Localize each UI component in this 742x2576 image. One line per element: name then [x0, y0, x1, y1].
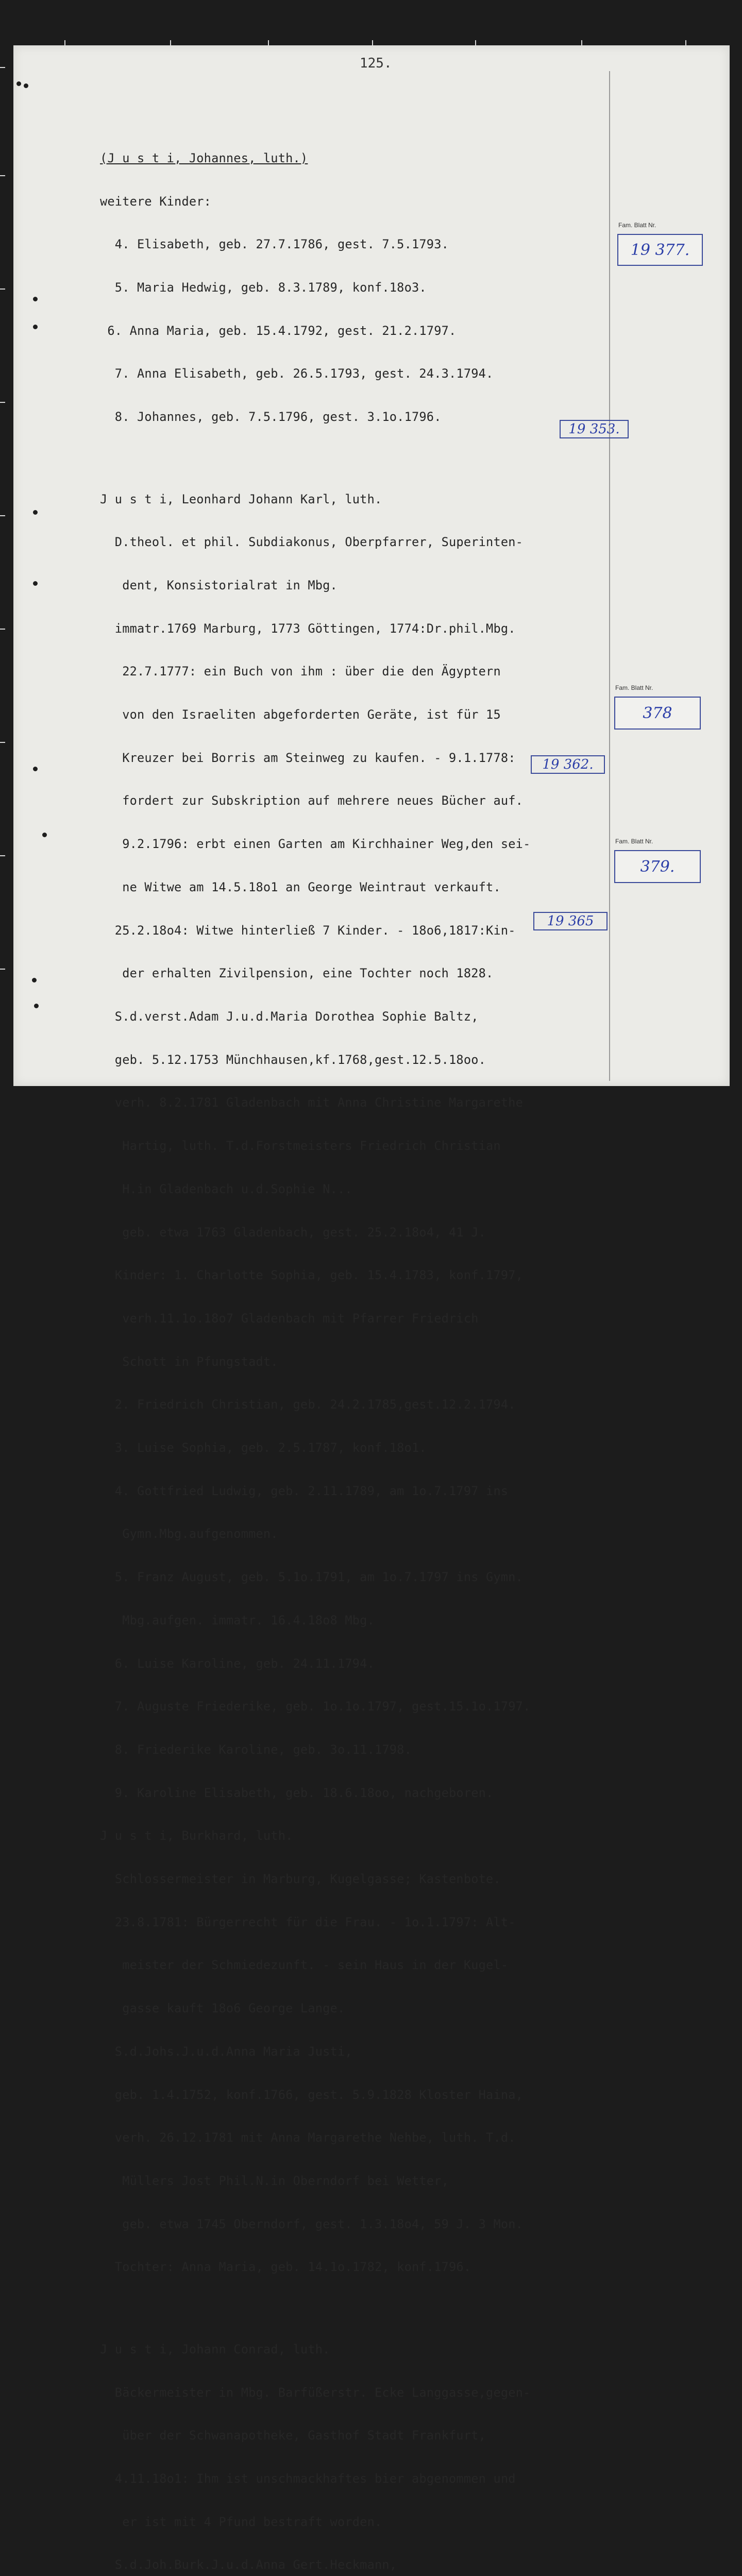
- text-line: 4.11.18o1: Ihm ist unschmackhaftes bier abgenommen und: [100, 2471, 516, 2486]
- text-line: weitere Kinder:: [100, 194, 212, 209]
- reference-number: 19 353.: [560, 420, 629, 438]
- text-line: 2. Friedrich Christian, geb. 24.2.1785,gest.12.2.1794.: [100, 1397, 516, 1412]
- page-number: 125.: [360, 56, 392, 71]
- punch-hole: [33, 581, 38, 586]
- fam-blatt-label: Fam. Blatt Nr.: [615, 684, 653, 691]
- punch-hole: [42, 833, 47, 837]
- punch-hole: [32, 978, 37, 982]
- fam-blatt-label: Fam. Blatt Nr.: [615, 838, 653, 845]
- text-line: 25.2.18o4: Witwe hinterließ 7 Kinder. - 18o6,1817:Kin-: [100, 923, 516, 938]
- text-line: über der Schwanapotheke, Gasthof Stadt Frankfurt,: [100, 2428, 486, 2443]
- text-line: Kreuzer bei Borris am Steinweg zu kaufen. - 9.1.1778:: [100, 750, 516, 765]
- text-line: geb. 1.4.1752, konf.1766, gest. 5.9.1828 Kloster Haina,: [100, 2087, 524, 2102]
- text-line: H.in Gladenbach u.d.Sophie N...: [100, 1181, 352, 1196]
- entry-heading: J u s t i, Burkhard, luth.: [100, 1828, 293, 1843]
- text-line: 7. Anna Elisabeth, geb. 26.5.1793, gest. 24.3.1794.: [100, 366, 494, 381]
- punch-hole: [33, 297, 38, 301]
- fam-blatt-number: 378: [614, 697, 701, 730]
- entry-heading: J u s t i, Leonhard Johann Karl, luth.: [100, 492, 382, 506]
- fam-blatt-label: Fam. Blatt Nr.: [618, 222, 656, 229]
- fam-blatt-number: 19 377.: [617, 234, 703, 266]
- text-line: 8. Friederike Karoline, geb. 3o.11.1798.: [100, 1742, 412, 1757]
- text-line: 5. Franz August, geb. 5.1o.1791, am 1o.7.1797 ins Gymn.: [100, 1570, 524, 1585]
- text-line: gasse kauft 18o6 George Lange.: [100, 2001, 345, 2016]
- text-line: Schott in Pfungstadt.: [100, 1354, 278, 1369]
- text-line: Schlossermeister in Marburg, Kugelgasse; Kastenbote.: [100, 1872, 501, 1887]
- text-line: geb. 5.12.1753 Münchhausen,kf.1768,gest.12.5.18oo.: [100, 1052, 486, 1067]
- text-line: 6. Luise Karoline, geb. 24.11.1794.: [100, 1656, 375, 1671]
- text-line: 5. Maria Hedwig, geb. 8.3.1789, konf.18o3.: [100, 280, 427, 295]
- text-line: Gymn.Mbg.aufgenommen.: [100, 1527, 278, 1541]
- text-line: verh. 8.2.1781 Gladenbach mit Anna Christine Margarethe: [100, 1095, 524, 1110]
- text-line: 9. Karoline Elisabeth, geb. 18.6.18oo, nachgeboren.: [100, 1785, 494, 1800]
- text-line: verh. 26.12.1781 mit Anna Margarethe Nehbe, luth. T.d.: [100, 2130, 516, 2145]
- reference-number: 19 362.: [531, 755, 605, 774]
- text-line: geb. etwa 1763 Gladenbach, gest. 25.2.18o4, 41 J.: [100, 1225, 486, 1240]
- text-line: 4. Gottfried Ludwig, geb. 2.11.1789, am 1o.7.1797 ins: [100, 1483, 509, 1498]
- text-line: 8. Johannes, geb. 7.5.1796, gest. 3.1o.1796.: [100, 410, 442, 425]
- text-line: fordert zur Subskription auf mehrere neues Bücher auf.: [100, 793, 524, 808]
- text-line: Hartig, luth. T.d.Forstmeisters Friedrich Christian: [100, 1139, 501, 1154]
- fam-blatt-number: 379.: [614, 850, 701, 883]
- text-line: ne Witwe am 14.5.18o1 an George Weintraut verkauft.: [100, 879, 501, 894]
- text-line: Tochter: Anna Maria, geb. 14.1o.1782, konf.1796.: [100, 2260, 471, 2275]
- text-line: 3. Luise Sophia, geb. 2.5.1787, konf.18o1.: [100, 1440, 427, 1455]
- punch-hole: [33, 325, 38, 329]
- text-line: (J u s t i, Johannes, luth.): [100, 150, 308, 165]
- punch-hole: [16, 81, 21, 86]
- genealogy-text: [100, 123, 636, 2576]
- document-page: [13, 45, 730, 2572]
- text-line: 6. Anna Maria, geb. 15.4.1792, gest. 21.2.1797.: [100, 323, 457, 338]
- text-line: Bäckermeister in Mbg. Barfüßerstr. Ecke Langgasse,gegen-: [100, 2385, 531, 2400]
- punch-hole: [33, 510, 38, 515]
- text-line: verh.11.1o.18o7 Gladenbach mit Pfarrer Friedrich: [100, 1311, 479, 1326]
- text-line: D.theol. et phil. Subdiakonus, Oberpfarrer, Superinten-: [100, 535, 524, 550]
- text-line: 9.2.1796: erbt einen Garten am Kirchhainer Weg,den sei-: [100, 837, 531, 852]
- punch-hole: [24, 83, 28, 88]
- text-line: Kinder: 1. Charlotte Sophia, geb. 15.4.1783, konf.1797,: [100, 1268, 524, 1283]
- text-line: 22.7.1777: ein Buch von ihm : über die den Ägyptern: [100, 664, 501, 679]
- text-line: immatr.1769 Marburg, 1773 Göttingen, 1774:Dr.phil.Mbg.: [100, 621, 516, 636]
- punch-hole: [34, 1004, 39, 1008]
- text-line: Mbg.aufgen. immatr. 16.4.18o8 Mbg.: [100, 1613, 375, 1628]
- text-line: S.d.verst.Adam J.u.d.Maria Dorothea Sophie Baltz,: [100, 1009, 479, 1024]
- text-line: meister der Schmiedezunft. - sein Haus in der Kugel-: [100, 1958, 509, 1973]
- text-line: der erhalten Zivilpension, eine Tochter noch 1828.: [100, 966, 494, 981]
- text-line: dent, Konsistorialrat in Mbg.: [100, 578, 338, 592]
- text-line: 7. Auguste Friederike, geb. 1o.1o.1797, gest.15.1o.1797.: [100, 1699, 531, 1714]
- text-line: 4. Elisabeth, geb. 27.7.1786, gest. 7.5.1793.: [100, 237, 449, 252]
- entry-heading: J u s t i, Johann Conrad, luth.: [100, 2342, 330, 2357]
- reference-number: 19 365: [533, 912, 608, 930]
- text-line: geb. etwa 1745 Oberndorf, gest. 1.3.18o4, 59 J. 3 Mon.: [100, 2216, 524, 2231]
- punch-hole: [33, 767, 38, 771]
- text-line: von den Israeliten abgeforderten Geräte, ist für 15: [100, 707, 501, 722]
- text-line: Müllers Jost Phil.N.in Oberndorf bei Wetter,: [100, 2173, 449, 2188]
- scan-ruler-top: [0, 40, 742, 45]
- text-line: er ist mit 4 Pfund bestraft worden.: [100, 2514, 382, 2529]
- text-line: S.d.Johs.J.u.d.Anna Maria Justi,: [100, 2044, 352, 2059]
- text-line: S.d.Joh.Burk.J.u.d.Anna Gert.Heckmann,: [100, 2557, 397, 2572]
- text-line: 23.8.1781: Bürgerrecht für die Frau. - 1o.1.1797: Alt-: [100, 1914, 516, 1929]
